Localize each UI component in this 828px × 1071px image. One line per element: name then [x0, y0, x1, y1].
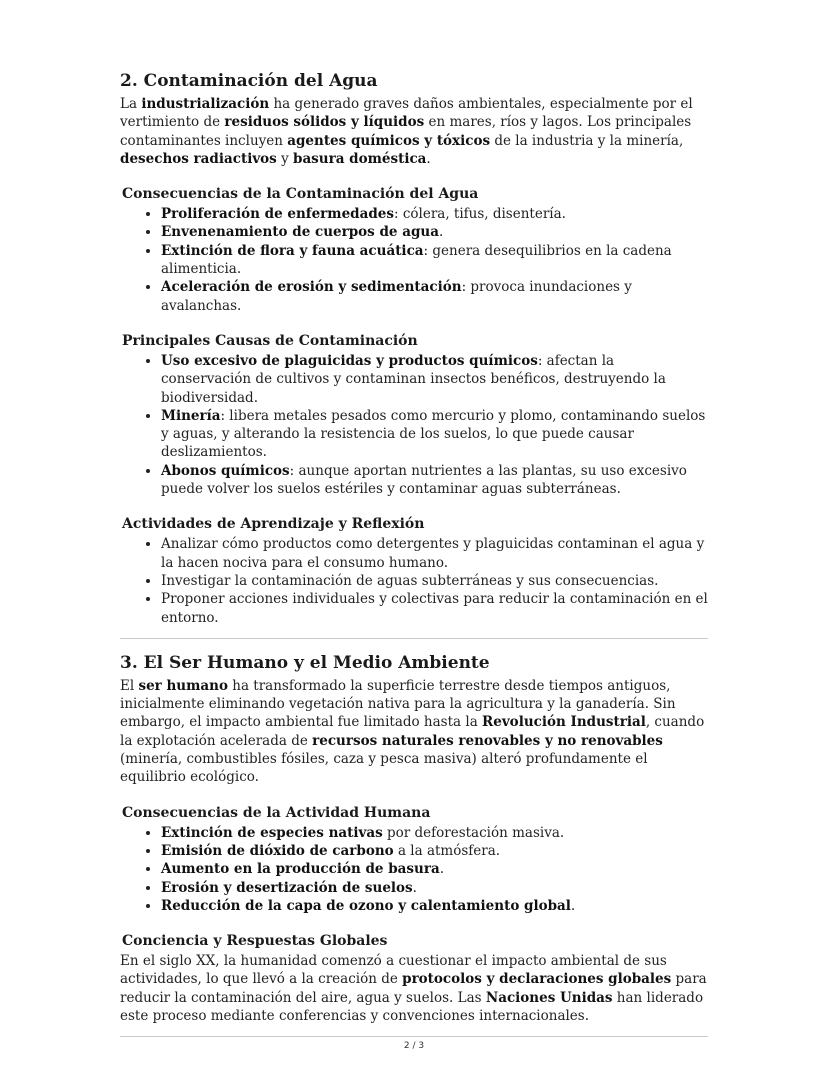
document-page	[120, 70, 708, 1050]
list-item	[161, 842, 708, 860]
bold-text: residuos sólidos y líquidos	[224, 114, 425, 131]
activities-list	[120, 535, 708, 626]
text-run: Analizar cómo productos como detergentes y plaguicidas contaminan el agua y la hacen nociva para el consumo humano.	[161, 536, 705, 571]
list-item	[161, 205, 708, 223]
causes-list	[120, 352, 708, 498]
text-run: por deforestación masiva.	[382, 824, 565, 841]
text-run: ha transformado la superficie terrestre desde tiempos antiguos, inicialmente eliminando vegetación nativa para la agricultura y la ganadería. Sin embargo, el impacto ambiental fue limitado hasta la	[120, 677, 676, 731]
bold-text: desechos radiactivos	[120, 150, 277, 167]
text-run: (minería, combustibles fósiles, caza y pesca masiva) alteró profundamente el equilibrio ecológico.	[120, 751, 648, 786]
bold-text: Revolución Industrial	[482, 714, 646, 731]
bold-text: Proliferación de enfermedades	[161, 206, 394, 223]
text-run: .	[426, 150, 431, 167]
text-run: : cólera, tifus, disentería.	[393, 206, 566, 223]
list-item	[161, 462, 708, 499]
text-run: : provoca inundaciones y avalanchas.	[161, 279, 632, 314]
text-run: han liderado este proceso mediante conferencias y convenciones internacionales.	[120, 989, 704, 1024]
subsection-human-consequences-title: Consecuencias de la Actividad Humana	[122, 804, 431, 821]
text-run: : genera desequilibrios en la cadena alimenticia.	[161, 242, 672, 278]
bold-text: Extinción de flora y fauna acuática	[161, 242, 424, 259]
text-run: .	[570, 897, 576, 914]
text-run: de la industria y la minería,	[490, 132, 684, 149]
bold-text: ser humano	[138, 677, 228, 694]
bold-text: Extinción de especies nativas	[161, 824, 383, 841]
list-item	[161, 860, 708, 878]
text-run: Proponer acciones individuales y colectivas para reducir la contaminación en el entorno.	[161, 591, 708, 626]
text-run: : libera metales pesados como mercurio y plomo, contaminando suelos y aguas, y alterando la resistencia de los suelos, lo que puede causar deslizamientos.	[161, 407, 706, 461]
text-run: para reducir la contaminación del aire, agua y suelos. Las	[120, 971, 707, 1006]
list-item	[161, 879, 708, 897]
text-run: La	[120, 96, 142, 112]
list-item	[161, 242, 708, 279]
human-consequences-list	[120, 824, 708, 915]
text-run: : afectan la conservación de cultivos y contaminan insectos benéficos, destruyendo la biodiversidad.	[161, 352, 666, 406]
bold-text: basura doméstica	[293, 150, 427, 167]
text-run: .	[412, 879, 417, 896]
bold-text: agentes químicos y tóxicos	[287, 132, 491, 149]
bold-text: protocolos y declaraciones globales	[402, 971, 672, 988]
bold-text: Aumento en la producción de basura	[161, 861, 440, 878]
bold-text: Naciones Unidas	[485, 989, 613, 1006]
subsection-global-awareness-title: Conciencia y Respuestas Globales	[122, 933, 388, 950]
subsection-causes-title: Principales Causas de Contaminación	[122, 332, 418, 349]
bold-text: Minería	[161, 407, 221, 424]
text-run: en mares, ríos y lagos. Los principales contaminantes incluyen	[120, 114, 692, 149]
section-2-title: 2. Contaminación del Agua	[120, 71, 378, 91]
section-divider-bottom	[120, 1036, 708, 1037]
section-3-title: 3. El Ser Humano y el Medio Ambiente	[120, 652, 490, 673]
bold-text: recursos naturales renovables y no renovables	[312, 732, 663, 749]
text-run: y	[276, 150, 293, 167]
text-run: ha generado graves daños ambientales, especialmente por el vertimiento de	[120, 96, 693, 131]
global-awareness-text	[120, 952, 708, 1025]
list-item	[161, 407, 708, 462]
list-item	[161, 897, 708, 915]
list-item	[161, 590, 708, 627]
text-run: a la atmósfera.	[393, 842, 501, 859]
section-3-intro	[120, 677, 708, 787]
page-number: 2 / 3	[403, 1041, 425, 1051]
bold-text: Aceleración de erosión y sedimentación	[161, 279, 462, 296]
water-consequences-list	[120, 205, 708, 315]
section-divider	[120, 638, 708, 639]
bold-text: Erosión y desertización de suelos	[161, 879, 413, 896]
subsection-water-consequences-title: Consecuencias de la Contaminación del Agua	[122, 186, 479, 203]
subsection-activities-title: Actividades de Aprendizaje y Reflexión	[122, 516, 425, 533]
bold-text: Uso excesivo de plaguicidas y productos químicos	[161, 352, 538, 369]
bold-text: Emisión de dióxido de carbono	[161, 842, 394, 859]
bold-text: Reducción de la capa de ozono y calentamiento global	[161, 897, 571, 914]
bold-text: Abonos químicos	[161, 462, 290, 479]
section-2-intro	[120, 95, 708, 168]
text-run: .	[439, 861, 444, 878]
list-item	[161, 824, 708, 842]
text-run: : aunque aportan nutrientes a las plantas, su uso excesivo puede volver los suelos estériles y contaminar aguas subterráneas.	[161, 462, 687, 498]
text-run: .	[438, 224, 444, 241]
list-item	[161, 535, 708, 572]
text-run: , cuando la explotación acelerada de	[120, 714, 705, 749]
list-item	[161, 223, 708, 241]
list-item	[161, 278, 708, 315]
list-item	[161, 352, 708, 407]
text-run: Investigar la contaminación de aguas subterráneas y sus consecuencias.	[161, 572, 659, 589]
text-run: En el siglo XX, la humanidad comenzó a cuestionar el impacto ambiental de sus actividades, lo que llevó a la creación de	[120, 953, 667, 988]
bold-text: Envenenamiento de cuerpos de agua	[161, 224, 439, 241]
bold-text: industrialización	[141, 96, 270, 112]
list-item	[161, 572, 708, 590]
text-run: El	[120, 677, 139, 694]
